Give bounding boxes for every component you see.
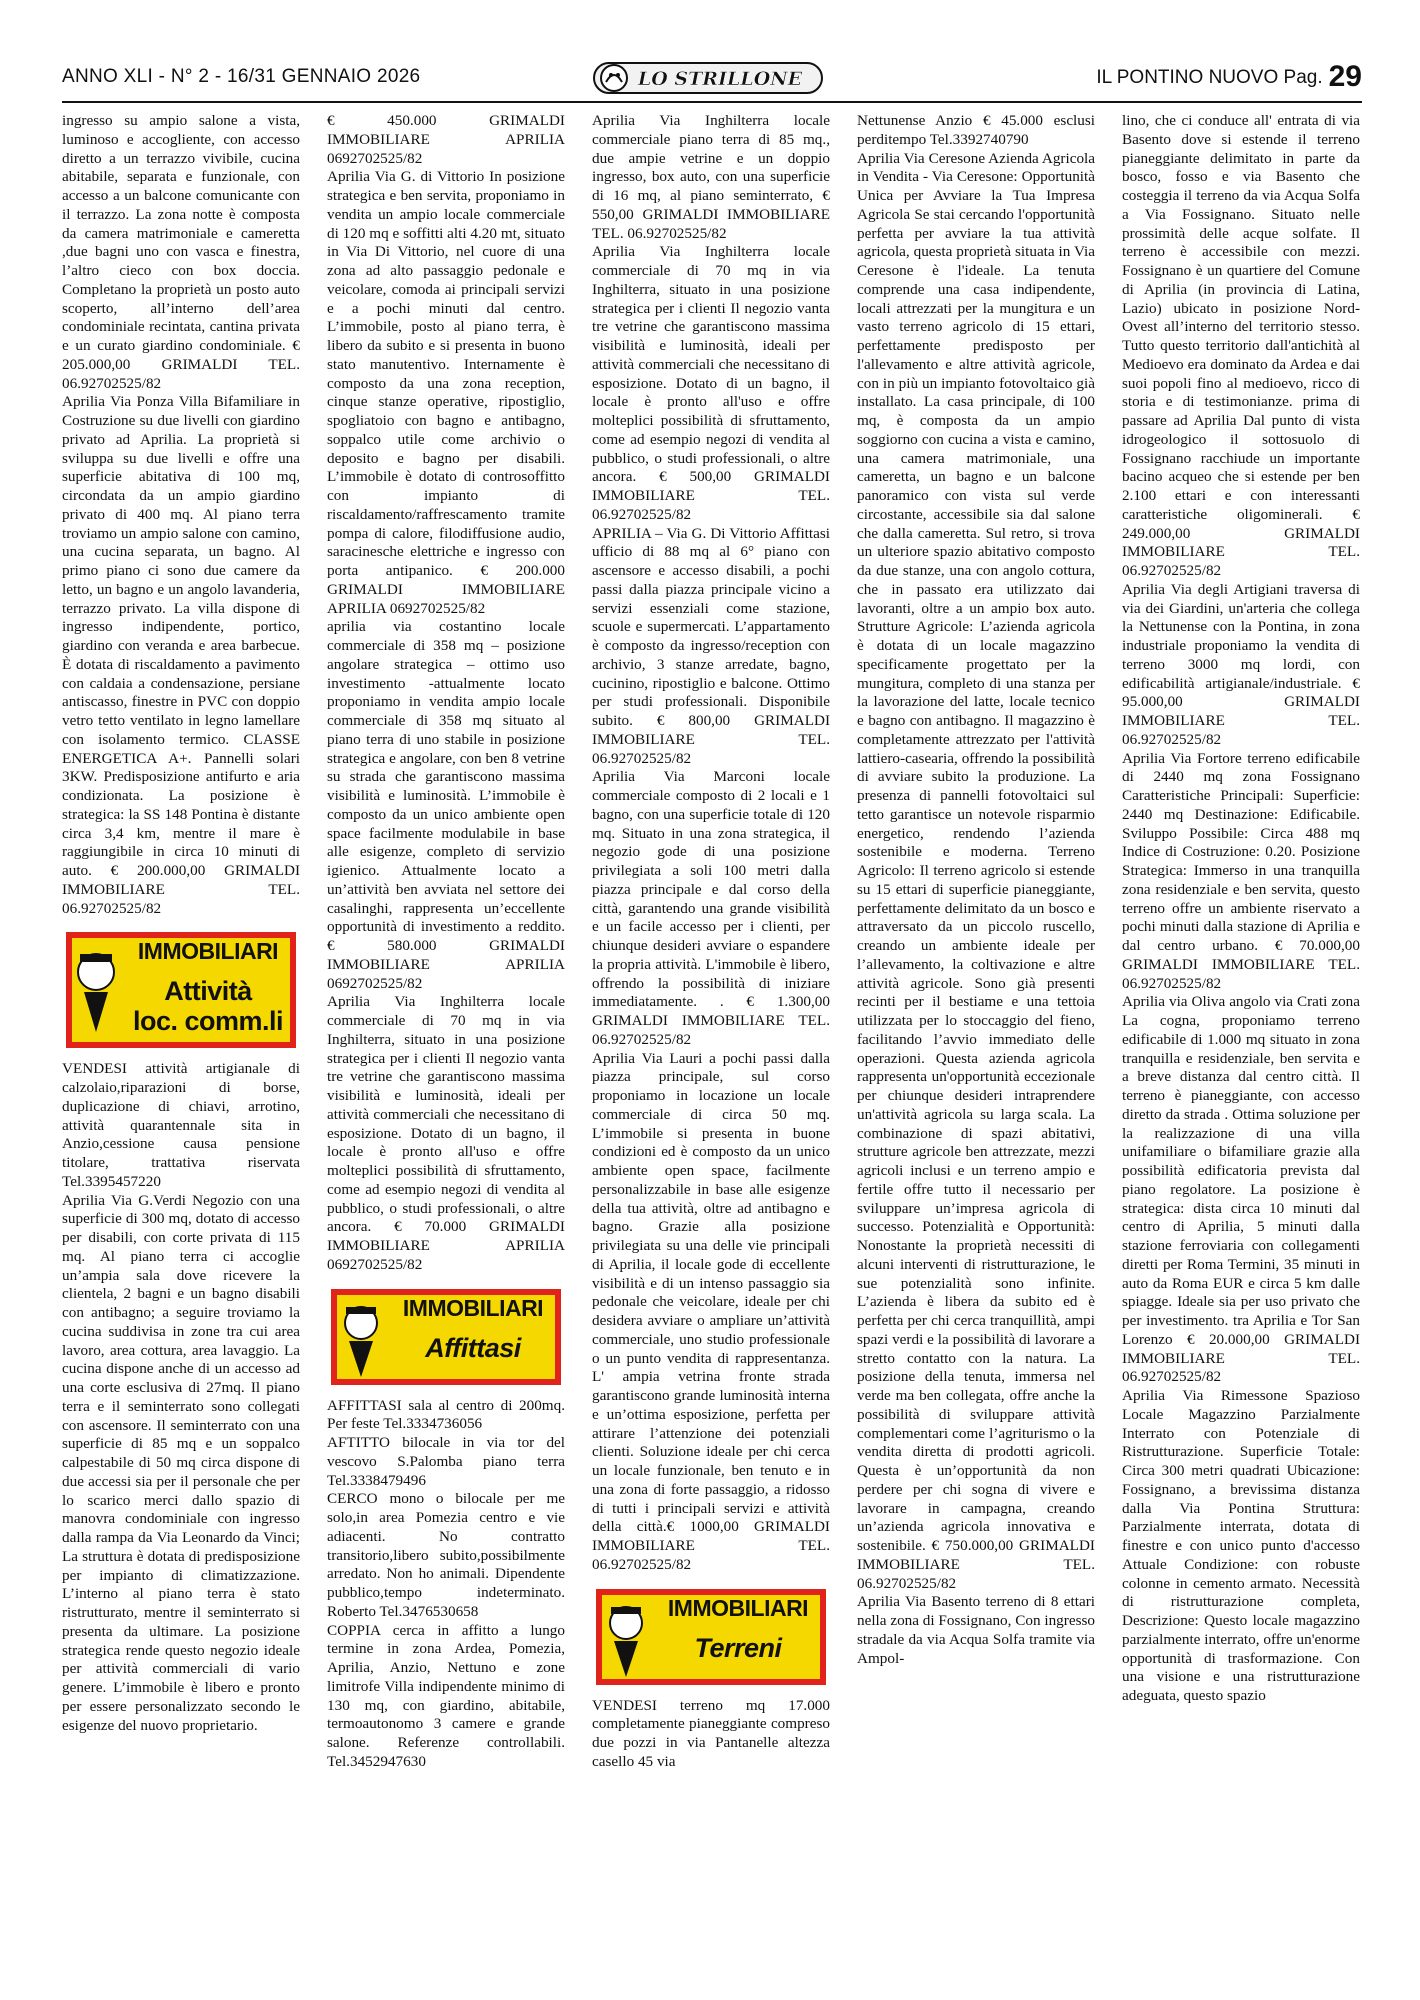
banner-title: IMMOBILIARI [402,1294,544,1321]
issue-info: ANNO XLI - N° 2 - 16/31 GENNAIO 2026 [62,66,421,87]
listing: APRILIA – Via G. Di Vittorio Affittasi ufficio di 88 mq al 6° piano con ascensore e accesso disabili, a pochi passi dalla piazza principale vicino a servizi essenziali come stazione, scuole e supermercati. L’appartamento è composto da ingresso/reception con archivio, 3 stanze arredate, bagno, cucinino, ripostiglio e balcone. Ottimo per studi professionali. Disponibile subito. € 800,00 GRIMALDI IMMOBILIARE TEL. 06.92702525/82 [592,524,830,767]
listing: Aprilia Via Inghilterra locale commerciale di 70 mq in via Inghilterra, situato in una posizione strategica per i clienti Il negozio vanta tre vetrine che garantiscono massima visibilità e luminosità, ideali per attività commerciali che necessitano di esposizione. Dotato di un bagno, il locale è pronto all'uso e offre molteplici possibilità di sfruttamento, come ad esempio negozi di vendita al pubblico, o studi professionali, o altre ancora. € 70.000 GRIMALDI IMMOBILIARE APRILIA 0692702525/82 [327,993,565,1273]
listing: Nettunense Anzio € 45.000 esclusi perditempo Tel.3392740790 [857,112,1095,148]
listing: Aprilia Via G. di Vittorio In posizione strategica e ben servita, proponiamo in vendita un ampio locale commerciale di 120 mq e soffitti alti 4.20 mt, situato in Via Di Vittorio, nel cuore di una zona ad alto passaggio pedonale e veicolare, comoda ai principali servizi e a pochi minuti dal centro. L’immobile, posto al piano terra, è libero da subito e si presenta in buono stato manutentivo. Internamente è composto da una zona reception, cinque stanze operative, ripostiglio, spogliatoio con bagno e antibagno, soppalco utile come archivio o deposito e bagno per disabili. L’immobile è dotato di controsoffitto con impianto di riscaldamento/raffrescamento tramite pompa di calore, filodiffusione audio, saracinesche elettriche e ingresso con porta antipanico. € 200.000 GRIMALDI IMMOBILIARE APRILIA 0692702525/82 [327,168,565,617]
listing: € 450.000 GRIMALDI IMMOBILIARE APRILIA 0692702525/82 [327,112,565,167]
listing: ingresso su ampio salone a vista, luminoso e accogliente, con accesso diretto a un terrazzo vivibile, cucina abitabile, separata e funzionale, con accesso a un balcone comunicante con il terrazzo. La zona notte è composta da camera matrimoniale e cameretta ,due bagni uno con vasca e finestra, l’altro cieco con box doccia. Completano la proprietà un posto auto scoperto, all’interno dell’area condominiale recintata, cantina privata e un curato giardino condominiale. € 205.000,00 GRIMALDI TEL. 06.92702525/82 [62,112,300,392]
listing: lino, che ci conduce all' entrata di via Basento dove si estende il terreno pianeggiante delimitato in parte da bosco, fosso e via Basento che costeggia il terreno da via Acqua Solfa a Via Fossignano. Situato nelle prossimità delle acque solfate. Il terreno è accessibile con mezzi. Fossignano è un quartiere del Comune di Aprilia (in provincia di Latina, Lazio) ubicato in posizione Nord-Ovest all’interno del territorio stesso. Tutto questo territorio dall'antichità al Medioevo era dominato da Ardea e dai suoi popoli fino al medioevo, ricco di storia e di testimonianze. prima di passare ad Aprilia Dal punto di vista idrogeologico il sottosuolo di Fossignano racchiude un importante bacino acqueo che si estende per ben 2.100 ettari e con interessanti caratteristiche oligominerali. € 249.000,00 GRIMALDI IMMOBILIARE TEL. 06.92702525/82 [1122,112,1360,579]
page-number: 29 [1328,60,1362,93]
listing: Aprilia Via Ponza Villa Bifamiliare in Costruzione su due livelli con giardino privato ad Aprilia. La proprietà si sviluppa su due livelli e offre una superficie abitativa di 100 mq, circondata da un ampio giardino privato di 400 mq. Al piano terra troviamo un ampio salone con camino, una cucina separata, un bagno. Al primo piano ci sono due camere da letto, un bagno e un angolo lavanderia, terrazzo privato. La villa dispone di ingresso indipendente, portico, giardino con veranda e area barbecue. È dotata di riscaldamento a pavimento con caldaia a condensazione, persiane antiscasso, finestre in PVC con doppio vetro tetto ventilato in legno lamellare con isolamento termico. CLASSE ENERGETICA A+. Pannelli solari 3KW. Predisposizione antifurto e aria condizionata. La posizione è strategica: la SS 148 Pontina è distante circa 3,4 km, mentre il mare è raggiungibile in circa 10 minuti di auto. € 200.000,00 GRIMALDI IMMOBILIARE TEL. 06.92702525/82 [62,393,300,917]
listing: Aprilia Via Inghilterra locale commerciale di 70 mq in via Inghilterra, situato in una posizione strategica per i clienti Il negozio vanta tre vetrine che garantiscono massima visibilità e luminosità, ideali per attività commerciali che necessitano di esposizione. Dotato di un bagno, il locale è pronto all'uso e offre molteplici possibilità di sfruttamento, come ad esempio negozi di vendita al pubblico, o studi professionali, o altre ancora. € 500,00 GRIMALDI IMMOBILIARE TEL. 06.92702525/82 [592,243,830,523]
section-banner-attivita [66,932,296,1048]
column-3 [592,112,830,1990]
listing: VENDESI terreno mq 17.000 completamente pianeggiante compreso due pozzi in via Pantanelle altezza casello 45 via [592,1696,830,1770]
column-1 [62,112,300,1990]
listing: Aprilia Via Ceresone Azienda Agricola in Vendita - Via Ceresone: Opportunità Unica per Avviare la Tua Impresa Agricola Se stai cercando l'opportunità perfetta per avviare la tua attività agricola, questa proprietà situata in Via Ceresone è l'ideale. La tenuta comprende una casa indipendente, locali attrezzati per la mungitura e un vasto terreno agricolo di 15 ettari, perfettamente predisposto per l'allevamento e altre attività agricole, con in più un impianto fotovoltaico già installato. La casa principale, di 100 mq, è composta da un ampio soggiorno con cucina a vista e camino, una camera matrimoniale, una cameretta, un bagno e un balcone panoramico con vista sul verde circostante, accessibile sia dal salone che dalla cameretta. Sul retro, si trova un ulteriore spazio abitativo composto da due stanze, una con angolo cottura, che in passato era utilizzato dai lavoranti, oltre a un ampio box auto. Strutture Agricole: L’azienda agricola è dotata di un locale magazzino specificamente progettato per la mungitura, completo di una stanza per la lavorazione del latte, locale tecnico e bagno con antibagno. Il magazzino è completamente attrezzato per l'attività lattiero-casearia, offrendo la possibilità di avviare subito la produzione. La presenza di pannelli fotovoltaici sul tetto garantisce un notevole risparmio energetico, rendendo l’azienda sostenibile e moderna. Terreno Agricolo: Il terreno agricolo si estende su 15 ettari di superficie pianeggiante, perfettamente delimitato da un bosco e attraversato da un piccolo ruscello, creando un ambiente ideale per l’allevamento, la coltivazione e altre attività agricole. Sono già presenti recinti per il bestiame e una tettoia utilizzata per lo stoccaggio del fieno, facilitando l’avvio immediato delle operazioni. Questa azienda agricola rappresenta un'opportunità eccezionale per chiunque desideri intraprendere un'attività agricola su larga scala. La combinazione di spazi abitativi, strutture agricole ben attrezzate, mezzi agricoli inclusi e un terreno ampio e fertile offre tutto il necessario per sviluppare un’impresa agricola di successo. Potenzialità e Opportunità: Nonostante la proprietà necessiti di alcuni interventi di ristrutturazione, le sue potenzialità sono infinite. L’azienda è libera da subito ed è perfetta per chi cerca tranquillità, ampi spazi verdi e la possibilità di lavorare a stretto contatto con la natura. La posizione della tenuta, immersa nel verde ma ben collegata, offre anche la possibilità di sviluppare attività complementari come l’agriturismo o la vendita diretta di prodotti agricoli. Questa è un’opportunità da non perdere per chi sogna di vivere e lavorare in campagna, creando un’azienda agricola innovativa e sostenibile. € 750.000,00 GRIMALDI IMMOBILIARE TEL. 06.92702525/82 [857,149,1095,1592]
listing: Aprilia Via Fortore terreno edificabile di 2440 mq zona Fossignano Caratteristiche Principali: Superficie: 2440 mq Destinazione: Edificabile. Sviluppo Possibile: Circa 488 mq Indice di Costruzione: 0.20. Posizione Strategica: Immerso in una tranquilla zona residenziale e ben servita, questo terreno offre un ambiente riservato a pochi minuti dalla stazione di Aprilia e dal centro urbano. € 70.000,00 GRIMALDI IMMOBILIARE TEL. 06.92702525/82 [1122,749,1360,992]
column-2 [327,112,565,1990]
newspaper-name: IL PONTINO NUOVO Pag. [1096,67,1323,88]
section-banner-terreni [596,1589,826,1685]
listing: COPPIA cerca in affitto a lungo termine in zona Ardea, Pomezia, Aprilia, Anzio, Nettuno e zone limitrofe Villa indipendente minimo di 130 mq, con giardino, abitabile, termoautonomo 3 camere e grande salone. Referenze controllabili. Tel.3452947630 [327,1621,565,1770]
banner-subtitle: Terreni [694,1632,782,1663]
column-5 [1122,112,1360,1990]
banner-title: IMMOBILIARI [667,1594,809,1621]
banner-line-3: loc. comm.li [132,1006,284,1037]
listing: Aprilia Via degli Artigiani traversa di via dei Giardini, un'arteria che collega la Nettunense con la Pontina, in zona industriale proponiamo la vendita di terreno 3000 mq lordi, con edificabilità artigianale/industriale. € 95.000,00 GRIMALDI IMMOBILIARE TEL. 06.92702525/82 [1122,580,1360,748]
logo-emblem-icon [592,60,824,96]
listing: Aprilia Via G.Verdi Negozio con una superficie di 300 mq, dotato di accesso per disabili, con corte privata di 115 mq. Al piano terra ci accoglie un’ampia sala dove ricevere la clientela, 2 bagni e un bagno disabili con antibagno; a seguire troviamo la cucina suddivisa in zone tra cui area lavoro, area cottura, area lavaggio. La cucina dispone anche di un accesso ad una corte esclusiva di 27mq. Il piano terra e il seminterrato sono collegati con ascensore. Il seminterrato con una superficie di 85 mq e un soppalco calpestabile di 50 mq circa dispone di due accessi sia per il personale che per lo scarico merci dallo spazio di manovra condominiale con ingresso dalla rampa da Via Leonardo da Vinci; La struttura è dotata di predisposizione per impianto di climatizzazione. L’interno al piano terra è stato ristrutturato, mentre il seminterrato si presenta da ultimare. La posizione strategica rende questo negozio ideale per attività commerciali di vario genere. L’immobile è libero e pronto per essere personalizzato secondo le esigenze del nuovo proprietario. [62,1191,300,1734]
listing: Aprilia Via Basento terreno di 8 ettari nella zona di Fossignano, Con ingresso stradale da via Acqua Solfa tramite via Ampol- [857,1593,1095,1667]
logo-text: LO STRILLONE [637,68,803,90]
listing: Aprilia Via Lauri a pochi passi dalla piazza principale, sul corso proponiamo in locazione un locale commerciale di circa 50 mq. L’immobile si presenta in buone condizioni ed è composto da un unico ambiente open space, facilmente personalizzabile in base alle esigenze della tua attività, oltre ad antibagno e bagno. Grazie alla posizione privilegiata su una delle vie principali di Aprilia, il locale gode di eccellente visibilità e di un intenso passaggio sia pedonale che veicolare, ideale per chi desidera avviare o ampliare un’attività commerciale, uno studio professionale o un punto vendita di rappresentanza. L' ampia vetrina fronte strada garantiscono grande luminosità interna e un’ottima esposizione, perfetta per attirare l’attenzione dei potenziali clienti. Soluzione ideale per chi cerca un locale funzionale, ben tenuto e in una zona di forte passaggio, a ridosso di tutti i principali servizi e attività della città.€ 1000,00 GRIMALDI IMMOBILIARE TEL. 06.92702525/82 [592,1049,830,1573]
banner-subtitle [124,976,292,1036]
header-divider [62,101,1362,103]
banner-subtitle: Affittasi [425,1332,521,1363]
listing: Aprilia Via Rimessone Spazioso Locale Magazzino Parzialmente Interrato con Potenziale di Ristrutturazione. Superficie Totale: Circa 300 metri quadrati Ubicazione: Fossignano, a brevissima distanza dalla Via Pontina Struttura: Parzialmente interrata, dotata di finestre e con unico punto d'accesso Attuale Condizione: con robuste colonne in cemento armato. Necessità di ristrutturazione completa, Descrizione: Questo locale magazzino parzialmente interrato, offre un'enorme opportunità di trasformazione. Con una visione e una ristrutturazione adeguata, questo spazio [1122,1387,1360,1704]
listing: aprilia via costantino locale commerciale di 358 mq – posizione angolare strategica – ottimo uso investimento -attualmente locato proponiamo in vendita ampio locale commerciale di 358 mq situato al piano terra di uno stabile in posizione strategica e angolare, con ben 8 vetrine su strada che garantiscono massima visibilità e luminosità. L’immobile è composto da un unico ambiente open space facilmente modulabile in base alle esigenze, completo di servizio igienico. Attualmente locato a un’attività ben avviata nel settore dei casalinghi, rappresenta un’eccellente opportunità di investimento a reddito. € 580.000 GRIMALDI IMMOBILIARE APRILIA 0692702525/82 [327,618,565,992]
listing: Aprilia Via Inghilterra locale commerciale piano terra di 85 mq., due ampie vetrine e un doppio ingresso, box auto, con una superficie di 16 mq, al piano seminterrato, € 550,00 GRIMALDI IMMOBILIARE TEL. 06.92702525/82 [592,112,830,242]
newspaper-logo [592,60,824,96]
page-header [62,58,1362,98]
listing: AFFITTASI sala al centro di 200mq. Per feste Tel.3334736056 [327,1396,565,1433]
listing: VENDESI attività artigianale di calzolaio,riparazioni di borse, duplicazione di chiavi, arrotino, attività quarantennale sita in Anzio,cessione causa pensione titolare, trattativa riservata Tel.3395457220 [62,1060,300,1190]
listing: CERCO mono o bilocale per me solo,in area Pomezia centro e vie adiacenti. No contratto transitorio,libero subito,possibilmente arredato. Non ho animali. Dipendente pubblico,tempo indeterminato. Roberto Tel.3476530658 [327,1490,565,1620]
section-banner-affittasi [331,1289,561,1385]
listing: Aprilia Via Marconi locale commerciale composto di 2 locali e 1 bagno, con una superficie totale di 120 mq. Situato in una zona strategica, il negozio gode di una posizione privilegiata a soli 100 metri dalla piazza principale e dal corso della città, garantendo una grande visibilità e un facile accesso per i clienti, per chiunque desideri avviare o espandere la propria attività. L'immobile è libero, offrendo la possibilità di iniziare immediatamente. . € 1.300,00 GRIMALDI IMMOBILIARE TEL. 06.92702525/82 [592,768,830,1048]
banner-title: IMMOBILIARI [137,938,279,965]
newspaper-page [1096,60,1362,94]
banner-line-2: Attività [164,976,252,1007]
listing: Aprilia via Oliva angolo via Crati zona La cogna, proponiamo terreno edificabile di 1.000 mq situato in zona tranquilla e residenziale, ben servita e a breve distanza dal centro città. Il terreno è pianeggiante, con accesso diretto da strada . Ottima soluzione per la realizzazione di una villa unifamiliare o bifamiliare grazie alla possibilità edificatoria prevista dal piano regolatore. La posizione è strategica: dista circa 10 minuti dal centro di Aprilia, 5 minuti dalla stazione ferroviaria con collegamenti diretti per Roma Termini, 35 minuti in auto da Roma EUR e circa 5 km dalle spiagge. Ideale sia per uso privato che per investimento. tra Aprilia e Tor San Lorenzo € 20.000,00 GRIMALDI IMMOBILIARE TEL. 06.92702525/82 [1122,993,1360,1386]
column-4 [857,112,1095,1990]
listing: AFTITTO bilocale in via tor del vescovo S.Palomba piano terra Tel.3338479496 [327,1434,565,1489]
